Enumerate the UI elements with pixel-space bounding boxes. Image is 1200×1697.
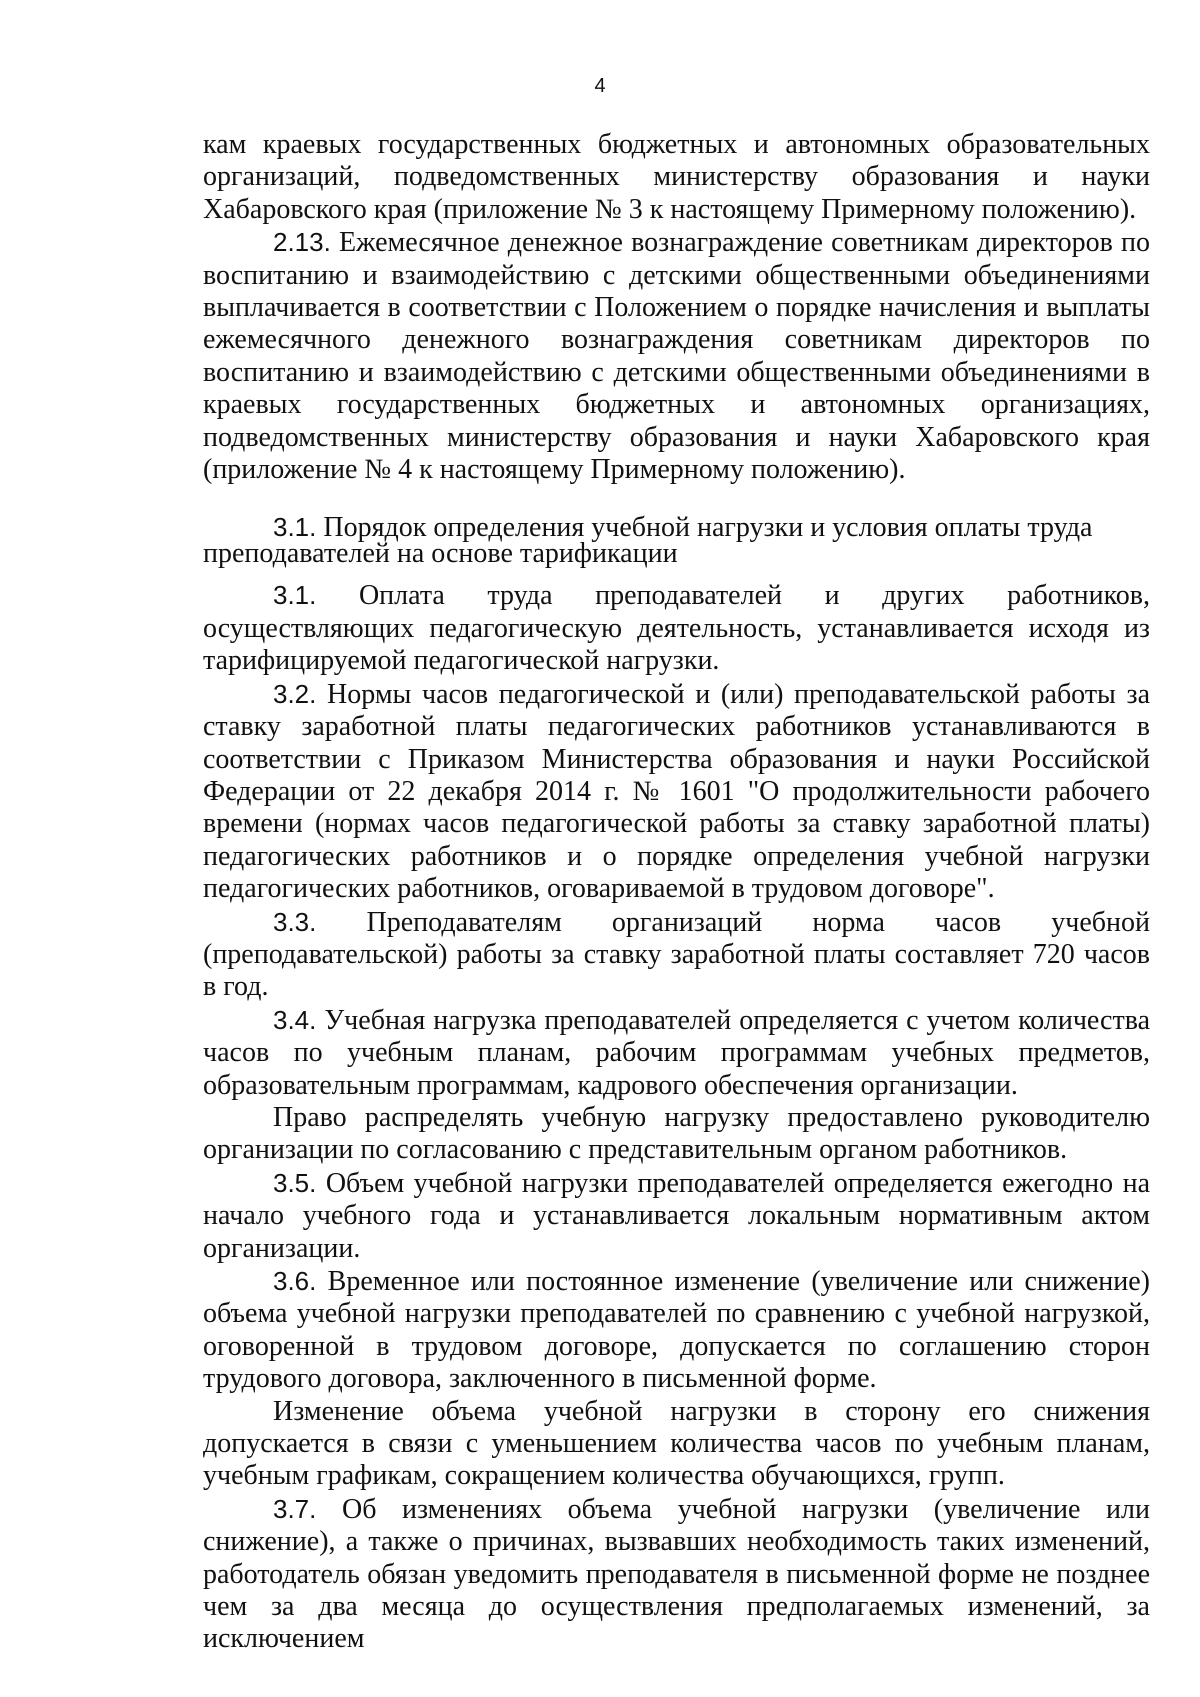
paragraph-text: Учебная нагрузка преподавателей определяется с учетом количества часов по учебным планам, рабочим программам учебных предметов, образовательным программам, кадрового обеспечения организации. [203, 1004, 1150, 1101]
paragraph-text: Об изменениях объема учебной нагрузки (увеличение или снижение), а также о причинах, вызвавших необходимость таких изменений, работодатель обязан уведомить преподавателя в письменной форме не позднее чем за два месяца до осуществления предполагаемых изменений, за исключением [203, 1493, 1150, 1655]
paragraph-number: 3.6. [273, 1266, 317, 1296]
paragraph-number: 3.2. [273, 678, 317, 709]
paragraph-text: кам краевых государственных бюджетных и автономных образовательных организаций, подведомственных министерству образования и науки Хабаровского края (приложение № 3 к настоящему Примерному положению). [203, 129, 1150, 225]
paragraph-3-1 [203, 579, 1150, 677]
paragraph-3-6 [203, 1265, 1150, 1396]
page-number: 4 [594, 75, 606, 97]
section-heading [203, 512, 1150, 570]
section-number: 3.1. [273, 512, 317, 543]
paragraph-number: 3.7. [273, 1493, 317, 1524]
paragraph-number: 3.3. [273, 906, 317, 937]
paragraph-text: Нормы часов педагогической и (или) преподавательской работы за ставку заработной платы педагогических работников устанавливаются в соответствии с Приказом Министерства образования и науки Российской Федерации от 22 декабря 2014 г. № 1601 "О продолжительности рабочего времени (нормах часов педагогической работы за ставку заработной платы) педагогических работников и о порядке определения учебной нагрузки педагогических работников, оговариваемой в трудовом договоре". [203, 678, 1150, 905]
paragraph-3-6-continued [203, 1396, 1150, 1493]
section-title: Порядок определения учебной нагрузки и условия оплаты труда преподавателей на основе тарификации [203, 512, 1093, 570]
paragraph-3-4-continued [203, 1102, 1150, 1167]
paragraph-2-13 [203, 226, 1150, 486]
paragraph-3-5 [203, 1167, 1150, 1265]
paragraph-3-4 [203, 1004, 1150, 1102]
paragraph-3-2 [203, 678, 1150, 906]
paragraph-text: Ежемесячное денежное вознаграждение советникам директоров по воспитанию и взаимодействию с детскими общественными объединениями выплачивается в соответствии с Положением о порядке начисления и выплаты ежемесячного денежного вознаграждения советникам директоров по воспитанию и взаимодействию с детскими общественными объединениями в краевых государственных бюджетных и автономных организациях, подведомственных министерству образования и науки Хабаровского края (приложение № 4 к настоящему Примерному положению). [203, 227, 1150, 486]
paragraph-number: 2.13. [273, 227, 331, 258]
paragraph-text: Оплата труда преподавателей и других работников, осуществляющих педагогическую деятельность, устанавливается исходя из тарифицируемой педагогической нагрузки. [203, 580, 1150, 677]
paragraph-text: Право распределять учебную нагрузку предоставлено руководителю организации по согласованию с представительным органом работников. [203, 1101, 1150, 1166]
paragraph-continuation [203, 129, 1150, 226]
document-body [203, 129, 1150, 1656]
paragraph-3-3 [203, 906, 1150, 1004]
paragraph-text: Изменение объема учебной нагрузки в сторону его снижения допускается в связи с уменьшением количества часов по учебным планам, учебным графикам, сокращением количества обучающихся, групп. [203, 1395, 1150, 1492]
paragraph-text: Преподавателям организаций норма часов учебной (преподавательской) работы за ставку заработной платы составляет 720 часов в год. [203, 906, 1150, 1003]
paragraph-number: 3.4. [273, 1004, 317, 1035]
paragraph-3-7 [203, 1493, 1150, 1656]
paragraph-number: 3.5. [273, 1167, 317, 1198]
paragraph-text: Временное или постоянное изменение (увеличение или снижение) объема учебной нагрузки преподавателей по сравнению с учебной нагрузкой, оговоренной в трудовом договоре, допускается по соглашению сторон трудового договора, заключенного в письменной форме. [203, 1266, 1150, 1395]
paragraph-number: 3.1. [273, 580, 317, 611]
paragraph-text: Объем учебной нагрузки преподавателей определяется ежегодно на начало учебного года и устанавливается локальным нормативным актом организации. [203, 1167, 1150, 1264]
